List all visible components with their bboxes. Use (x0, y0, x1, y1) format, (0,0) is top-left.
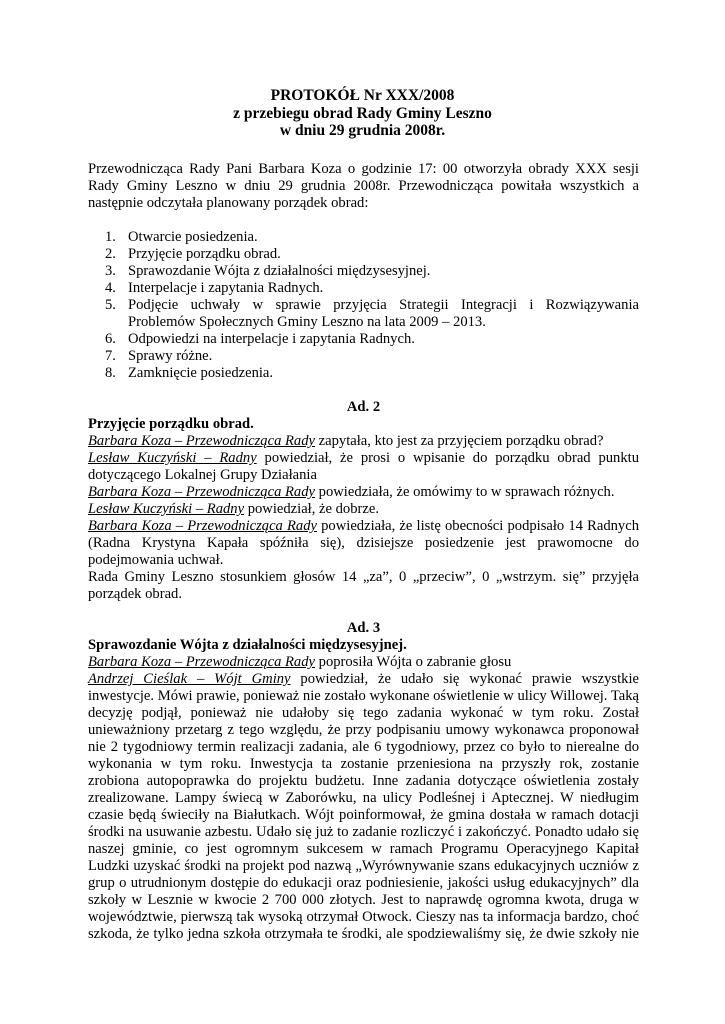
agenda-item-number: 6. (105, 331, 116, 347)
entry-text: powiedziała, że listę obecności podpisało 14 Radnych (Radna Krystyna Kapała spóźniła się), dzisiejsze posiedzenie jest prawomocne do podejmowania uchwał. (88, 518, 639, 568)
agenda-item-number: 4. (105, 280, 116, 296)
agenda-item-text: Otwarcie posiedzenia. (128, 229, 258, 245)
entry-text: poprosiła Wójta o zabranie głosu (315, 654, 512, 670)
agenda-item (88, 263, 639, 280)
agenda-item-number: 7. (105, 348, 116, 364)
agenda-item-number: 8. (105, 365, 116, 381)
agenda-item (88, 280, 639, 297)
speaker-name: Barbara Koza – Przewodnicząca Rady (88, 654, 316, 670)
agenda-list (88, 229, 639, 382)
ad2-entry (88, 518, 639, 569)
ad2-entry (88, 484, 639, 501)
entry-text: zapytała, kto jest za przyjęciem porządku obrad? (315, 433, 604, 449)
agenda-item-text: Sprawozdanie Wójta z działalności międzysesyjnej. (128, 263, 431, 279)
speaker-name: Andrzej Cieślak – Wójt Gminy (88, 671, 291, 687)
speaker-name: Barbara Koza – Przewodnicząca Rady (88, 484, 316, 500)
agenda-item-text: Sprawy różne. (128, 348, 213, 364)
agenda-item-text: Przyjęcie porządku obrad. (128, 246, 281, 262)
ad2-entry (88, 450, 639, 484)
entry-text: powiedział, że prosi o wpisanie do porządku obrad punktu dotyczącego Lokalnej Grupy Działania (88, 450, 639, 483)
ad2-entry (88, 501, 639, 518)
agenda-item (88, 229, 639, 246)
speaker-name: Barbara Koza – Przewodnicząca Rady (88, 518, 317, 534)
speaker-name: Lesław Kuczyński – Radny (88, 450, 257, 466)
agenda-item-text: Podjęcie uchwały w sprawie przyjęcia Strategii Integracji i Rozwiązywania Problemów Społecznych Gminy Leszno na lata 2009 – 2013. (128, 297, 639, 330)
agenda-item (88, 365, 639, 382)
agenda-item-number: 5. (105, 297, 116, 313)
intro-paragraph: Przewodnicząca Rady Pani Barbara Koza o godzinie 17: 00 otworzyła obrady XXX sesji Rady Gminy Leszno w dniu 29 grudnia 2008r. Przewodnicząca powitała wszystkich a następnie odczytała planowany porządek obrad: (88, 161, 639, 211)
ad2-entry (88, 433, 639, 450)
document-body (88, 161, 639, 943)
document-title (0, 87, 725, 140)
ad3-heading: Ad. 3 (346, 620, 381, 636)
ad2-vote: Rada Gminy Leszno stosunkiem głosów 14 „za”, 0 „przeciw”, 0 „wstrzym. się” przyjęła porządek obrad. (88, 569, 639, 602)
agenda-item-number: 3. (105, 263, 116, 279)
title-line-1: PROTOKÓŁ Nr XXX/2008 (270, 87, 455, 104)
agenda-item (88, 246, 639, 263)
ad3-entry (88, 671, 639, 943)
agenda-item (88, 348, 639, 365)
entry-text: powiedział, że dobrze. (244, 501, 379, 517)
agenda-item-number: 1. (105, 229, 116, 245)
title-line-2: z przebiegu obrad Rady Gminy Leszno (233, 104, 492, 122)
agenda-item (88, 331, 639, 348)
entry-text: powiedział, że udało się wykonać prawie wszystkie inwestycje. Mówi prawie, ponieważ nie zostało wykonane oświetlenie w ulicy Willowej. Taką decyzję podjął, ponieważ nie udałoby się tego zadania wykonać w tym roku. Został unieważniony przetarg z tego względu, że przy podpisaniu umowy wykonawca proponował nie 2 tygodniowy termin realizacji zadania, ale 6 tygodniowy, przez co było to nierealne do wykonania w tym roku. Inwestycja ta zostanie przeniesiona na przyszły rok, zostanie zrobiona autopoprawka do projektu budżetu. Inne zadania dotyczące oświetlenia zostały zrealizowane. Lampy świecą w Zaborówku, na ulicy Podleśnej i Aptecznej. W niedługim czasie będą świeciły na Białutkach. Wójt poinformował, że gmina dostała w ramach dotacji środki na usuwanie azbestu. Udało się już to zadanie rozliczyć i zakończyć. Ponadto udało się naszej gminie, co jest ogromnym sukcesem w ramach Programu Operacyjnego Kapitał Ludzki uzyskać środki na projekt pod nazwą „Wyrównywanie szans edukacyjnych uczniów z grup o utrudnionym dostępie do edukacji oraz podniesienie, jakości usług edukacyjnych” dla szkoły w Lesznie w kwocie 2 700 000 złotych. Jest to naprawdę ogromna kwota, druga w województwie, pierwszą tak wysoką otrzymał Otwock. Cieszy nas ta informacja bardzo, choć szkoda, że tylko jedna szkoła otrzymała te środki, ale spodziewaliśmy się, że dwie szkoły nie (88, 671, 639, 942)
agenda-item (88, 297, 639, 331)
speaker-name: Lesław Kuczyński – Radny (88, 501, 245, 517)
ad2-heading: Ad. 2 (346, 399, 381, 415)
agenda-item-text: Odpowiedzi na interpelacje i zapytania Radnych. (128, 331, 415, 347)
ad2-subheading: Przyjęcie porządku obrad. (88, 416, 254, 432)
agenda-item-text: Interpelacje i zapytania Radnych. (128, 280, 324, 296)
speaker-name: Barbara Koza – Przewodnicząca Rady (88, 433, 316, 449)
ad3-subheading: Sprawozdanie Wójta z działalności międzysesyjnej. (88, 637, 407, 653)
title-line-3: w dniu 29 grudnia 2008r. (279, 122, 446, 139)
entry-text: powiedziała, że omówimy to w sprawach różnych. (315, 484, 615, 500)
agenda-item-number: 2. (105, 246, 116, 262)
ad3-entry (88, 654, 639, 671)
agenda-item-text: Zamknięcie posiedzenia. (128, 365, 274, 381)
